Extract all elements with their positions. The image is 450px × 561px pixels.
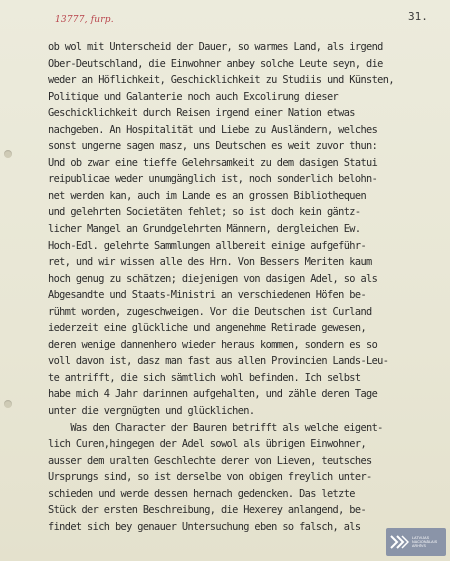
archive-logo-icon: [389, 534, 409, 550]
text-line: findet sich bey genauer Untersuchung eben so falsch, als: [48, 520, 361, 533]
text-line: Geschicklichkeit durch Reisen irgend einer Nation etwas: [48, 107, 355, 120]
text-line: reipublicae weder unumgänglich ist, noch sonderlich belohn-: [48, 173, 378, 186]
text-line: net werden kan, auch im Lande es an grossen Bibliothequen: [48, 189, 367, 202]
text-line: hoch genug zu schätzen; diejenigen von dasigen Adel, so als: [48, 272, 378, 285]
text-line: deren wenige dannenhero wieder heraus kommen, sondern es so: [48, 338, 378, 351]
text-line: habe mich 4 Jahr darinnen aufgehalten, und zähle deren Tage: [48, 388, 378, 401]
text-line: nachgeben. An Hospitalität und Liebe zu Ausländern, welches: [48, 123, 378, 136]
text-line: Ober-Deutschland, die Einwohner anbey solche Leute seyn, die: [48, 57, 383, 70]
archive-name-line: NACIONĀLAIS: [412, 539, 438, 544]
text-line: ret, und wir wissen alle des Hrn. Von Bessers Meriten kaum: [48, 256, 372, 269]
text-line: Und ob zwar eine tieffe Gelehrsamkeit zu dem dasigen Statui: [48, 156, 378, 169]
text-line: iederzeit eine glückliche und angenehme Retirade gewesen,: [48, 322, 367, 335]
punch-hole: [4, 150, 12, 158]
text-line: schieden und werde dessen hernach gedencken. Das letzte: [48, 487, 355, 500]
text-line: licher Mangel an Grundgelehrten Männern, dergleichen Ew.: [48, 223, 361, 236]
text-line: te antrifft, die sich sämtlich wohl befinden. Ich selbst: [48, 371, 361, 384]
text-line: Hoch-Edl. gelehrte Sammlungen allbereit einige aufgeführ-: [48, 239, 367, 252]
archive-name: [412, 536, 437, 549]
typewritten-body: [48, 39, 440, 535]
text-line: Ursprungs sind, so ist derselbe von obigen freylich unter-: [48, 471, 372, 484]
punch-hole: [4, 400, 12, 408]
archive-name-line: LATVIJAS: [412, 535, 430, 540]
text-line: und gelehrten Societäten fehlet; so ist doch kein gäntz-: [48, 206, 361, 219]
archive-watermark: [386, 528, 446, 556]
page-number: 31.: [408, 10, 428, 23]
text-line: Stück der ersten Beschreibung, die Hexerey anlangend, be-: [48, 504, 367, 517]
text-line: ausser dem uralten Geschlechte derer von Lieven, teutsches: [48, 454, 372, 467]
text-line: voll davon ist, dasz man fast aus allen Provincien Lands-Leu-: [48, 355, 389, 368]
text-line: rühmt worden, zugeschweigen. Vor die Deutschen ist Curland: [48, 305, 372, 318]
text-line: sonst ungerne sagen masz, uns Deutschen es weit zuvor thun:: [48, 140, 378, 153]
handwritten-archive-note: 13777, furp.: [55, 15, 114, 25]
text-line: Abgesandte und Staats-Ministri an verschiedenen Höfen be-: [48, 289, 367, 302]
text-line: Politique und Galanterie noch auch Excolirung dieser: [48, 90, 339, 103]
text-line: weder an Höflichkeit, Geschicklichkeit zu Studiis und Künsten,: [48, 74, 394, 87]
text-line: Was den Character der Bauren betrifft als welche eigent-: [48, 421, 383, 434]
text-line: ob wol mit Unterscheid der Dauer, so warmes Land, als irgend: [48, 41, 383, 53]
archive-name-line: ARHĪVS: [412, 544, 426, 549]
text-line: lich Curen,hingegen der Adel sowol als übrigen Einwohner,: [48, 438, 367, 451]
text-line: unter die vergnügten und glücklichen.: [48, 405, 255, 418]
